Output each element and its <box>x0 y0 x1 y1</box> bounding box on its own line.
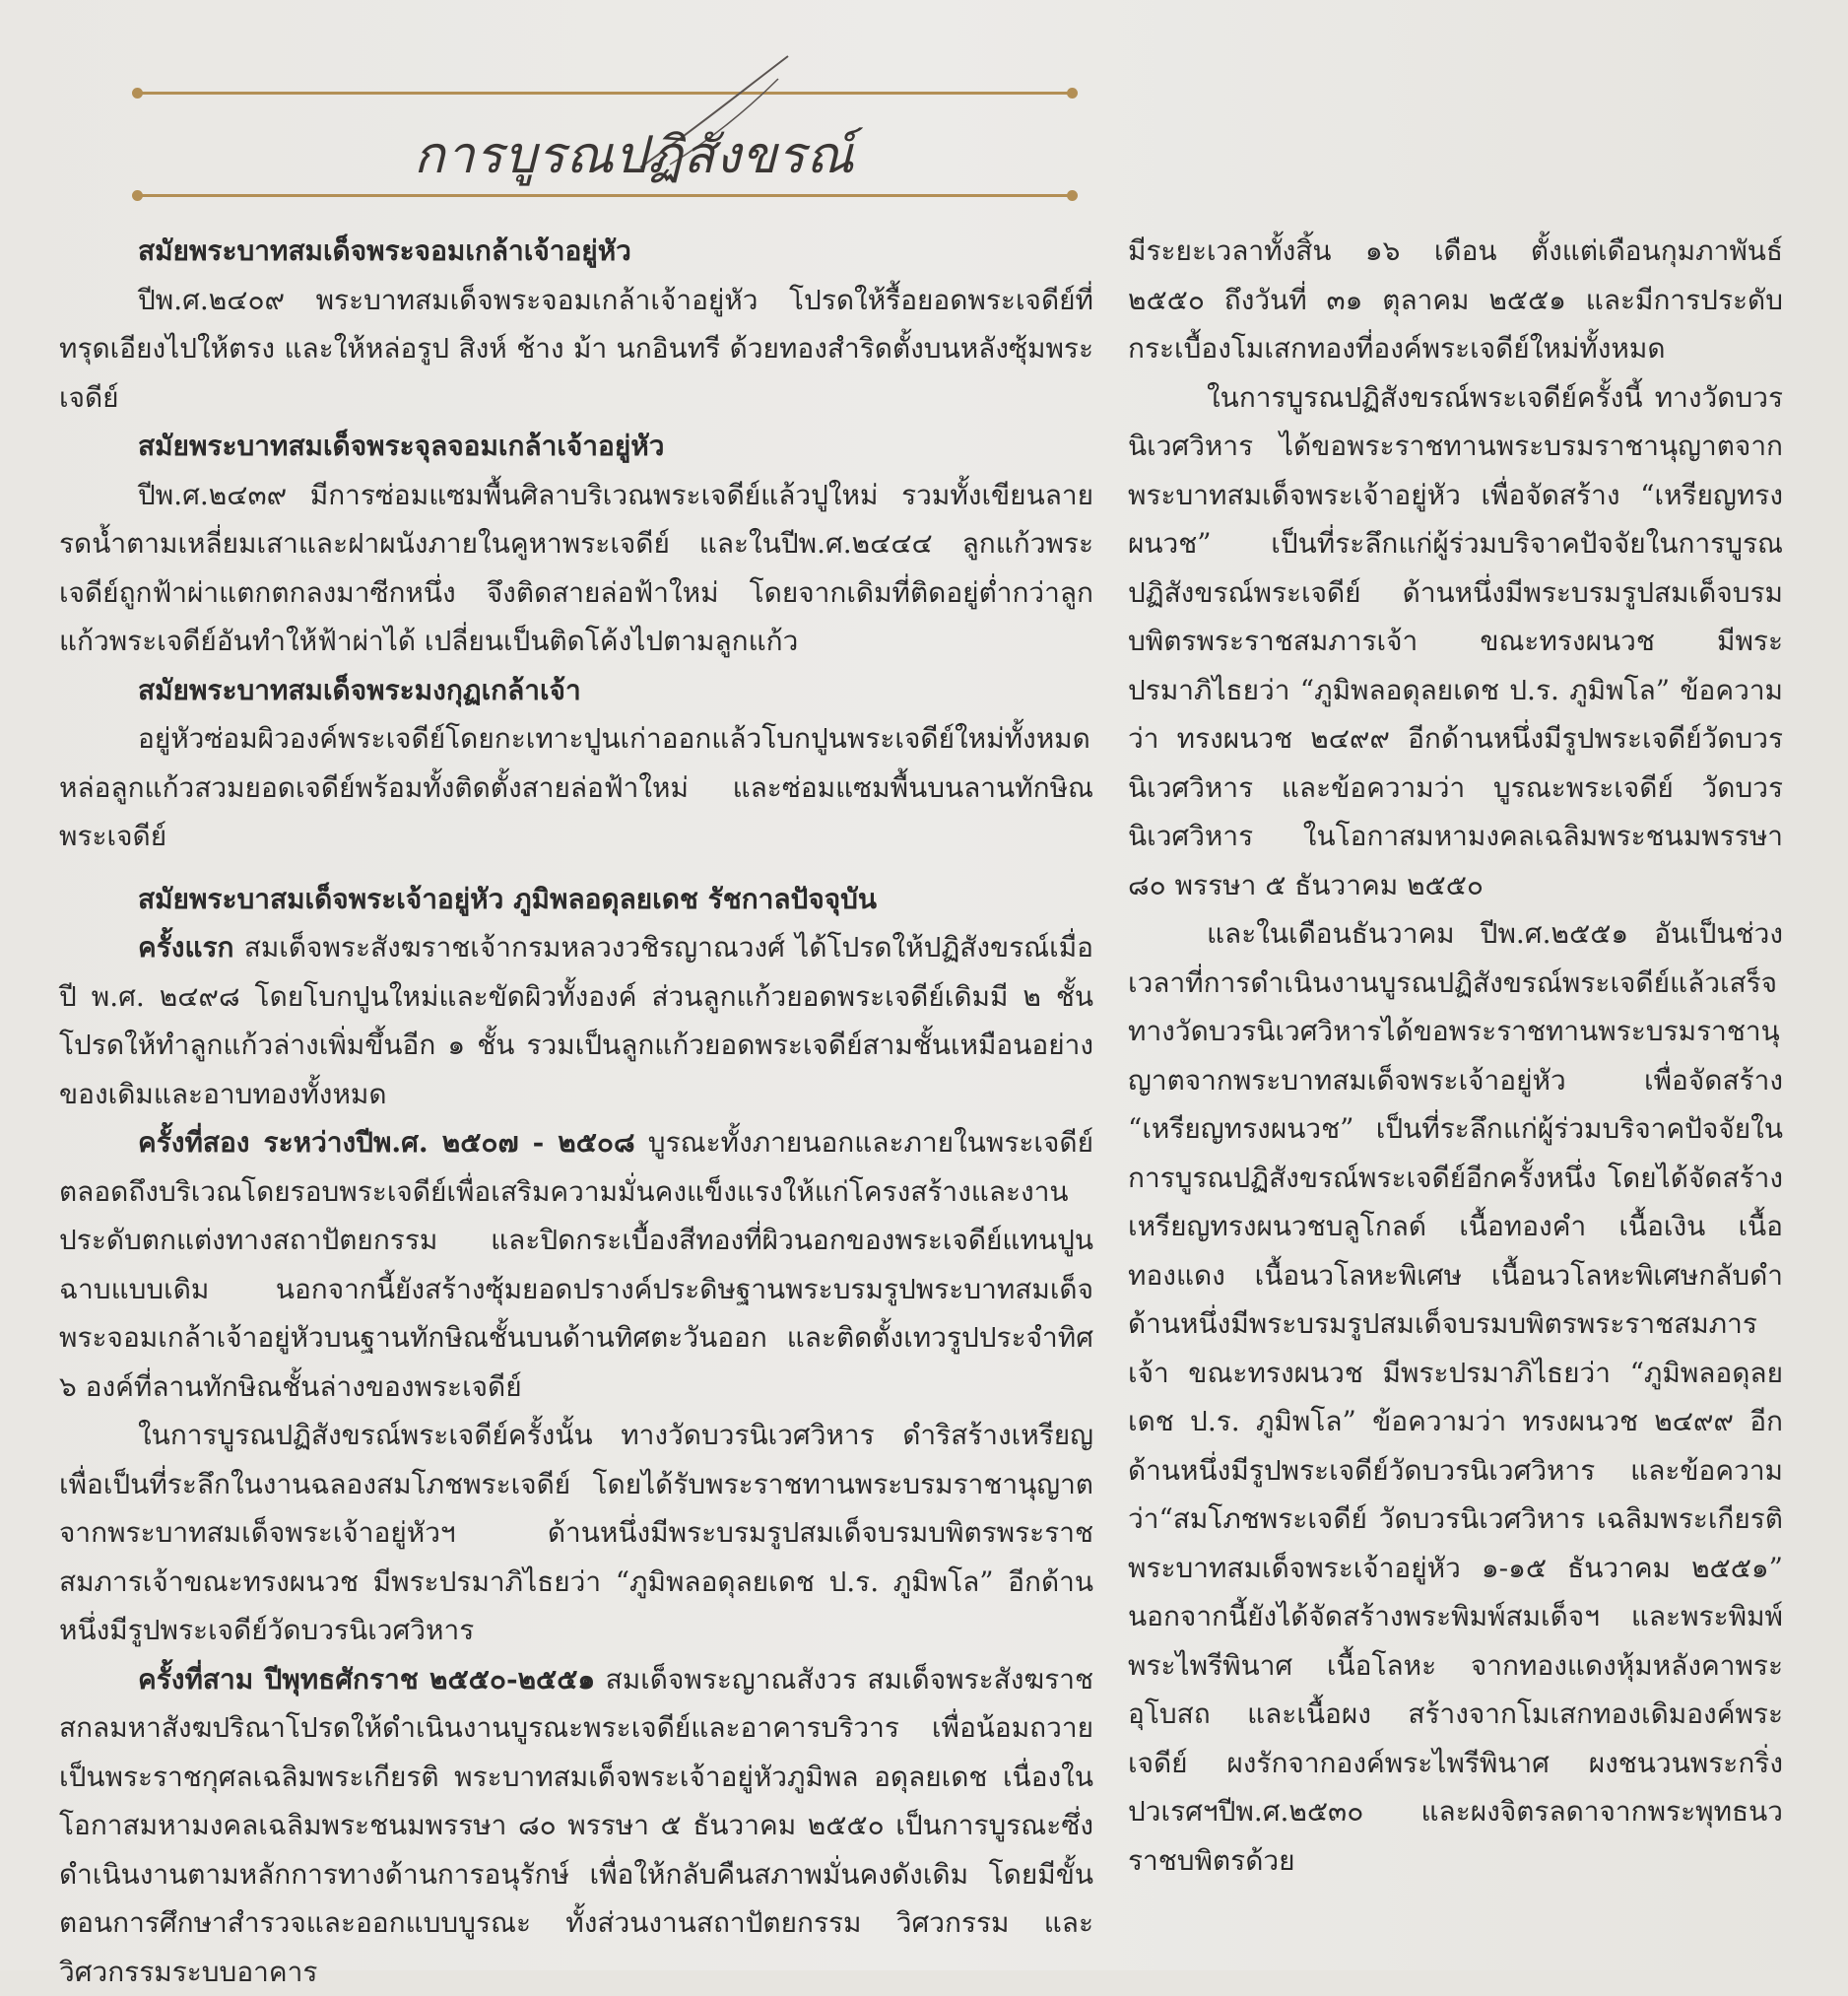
paragraph-second-restoration <box>59 1118 1093 1411</box>
paragraph-coin-2550: ในการบูรณปฏิสังขรณ์พระเจดีย์ครั้งนี้ ทางวัดบวรนิเวศวิหาร ได้ขอพระราชทานพระบรมราชานุญาตจากพระบาทสมเด็จพระเจ้าอยู่หัว เพื่อจัดสร้าง “เหรียญทรงผนวช” เป็นที่ระลึกแก่ผู้ร่วมบริจาคปัจจัยในการบูรณปฏิสังขรณ์พระเจดีย์ ด้านหนึ่งมีพระบรมรูปสมเด็จบรมบพิตรพระราชสมภารเจ้า ขณะทรงผนวช มีพระปรมาภิไธยว่า “ภูมิพลอดุลยเดช ป.ร. ภูมิพโล” ข้อความว่า ทรงผนวช ๒๔๙๙ อีกด้านหนึ่งมีรูปพระเจดีย์วัดบวรนิเวศวิหาร และข้อความว่า บูรณะพระเจดีย์ วัดบวรนิเวศวิหาร ในโอกาสมหามงคลเฉลิมพระชนมพรรษา ๘๐ พรรษา ๕ ธันวาคม ๒๕๕๐ <box>1128 373 1783 910</box>
left-column <box>59 227 1093 1996</box>
lead-third-restoration: ครั้งที่สาม ปีพุทธศักราช ๒๕๕๐-๒๕๕๑ <box>138 1663 595 1696</box>
paragraph-coin-2551: และในเดือนธันวาคม ปีพ.ศ.๒๕๕๑ อันเป็นช่วงเวลาที่การดำเนินงานบูรณปฏิสังขรณ์พระเจดีย์แล้วเสร็จ ทางวัดบวรนิเวศวิหารได้ขอพระราชทานพระบรมราชานุญาตจากพระบาทสมเด็จพระเจ้าอยู่หัว เพื่อจัดสร้าง “เหรียญทรงผนวช” เป็นที่ระลึกแก่ผู้ร่วมบริจาคปัจจัยในการบูรณปฏิสังขรณ์พระเจดีย์อีกครั้งหนึ่ง โดยได้จัดสร้างเหรียญทรงผนวชบลูโกลด์ เนื้อทองคำ เนื้อเงิน เนื้อทองแดง เนื้อนวโลหะพิเศษ เนื้อนวโลหะพิเศษกลับดำ ด้านหนึ่งมีพระบรมรูปสมเด็จบรมบพิตรพระราชสมภารเจ้า ขณะทรงผนวช มีพระปรมาภิไธยว่า “ภูมิพลอดุลยเดช ป.ร. ภูมิพโล” ข้อความว่า ทรงผนวช ๒๔๙๙ อีกด้านหนึ่งมีรูปพระเจดีย์วัดบวรนิเวศวิหาร และข้อความว่า“สมโภชพระเจดีย์ วัดบวรนิเวศวิหาร เฉลิมพระเกียรติพระบาทสมเด็จพระเจ้าอยู่หัว ๑-๑๕ ธันวาคม ๒๕๕๑” นอกจากนี้ยังได้จัดสร้างพระพิมพ์สมเด็จฯ และพระพิมพ์พระไพรีพินาศ เนื้อโลหะ จากทองแดงหุ้มหลังคาพระอุโบสถ และเนื้อผง สร้างจากโมเสกทองเดิมองค์พระเจดีย์ ผงรักจากองค์พระไพรีพินาศ ผงชนวนพระกริ่งปวเรศฯปีพ.ศ.๒๕๓๐ และผงจิตรลดาจากพระพุทธนวราชบพิตรด้วย <box>1128 909 1783 1885</box>
ornamental-rule-bottom <box>136 194 1074 197</box>
section-title-rama4: สมัยพระบาทสมเด็จพระจอมเกล้าเจ้าอยู่หัว <box>59 227 1093 276</box>
paragraph-rama6: อยู่หัวซ่อมผิวองค์พระเจดีย์โดยกะเทาะปูนเก่าออกแล้วโบกปูนพระเจดีย์ใหม่ทั้งหมด หล่อลูกแก้วสวมยอดเจดีย์พร้อมทั้งติดตั้งสายล่อฟ้าใหม่ และซ่อมแซมพื้นบนลานทักษิณพระเจดีย์ <box>59 714 1093 861</box>
paragraph-commemorative-coin: ในการบูรณปฏิสังขรณ์พระเจดีย์ครั้งนั้น ทางวัดบวรนิเวศวิหาร ดำริสร้างเหรียญเพื่อเป็นที่ระลึกในงานฉลองสมโภชพระเจดีย์ โดยได้รับพระราชทานพระบรมราชานุญาตจากพระบาทสมเด็จพระเจ้าอยู่หัวฯ ด้านหนึ่งมีพระบรมรูปสมเด็จบรมบพิตรพระราชสมภารเจ้าขณะทรงผนวช มีพระปรมาภิไธยว่า “ภูมิพลอดุลยเดช ป.ร. ภูมิพโล” อีกด้านหนึ่งมีรูปพระเจดีย์วัดบวรนิเวศวิหาร <box>59 1411 1093 1655</box>
text-second-restoration: บูรณะทั้งภายนอกและภายในพระเจดีย์ ตลอดถึงบริเวณโดยรอบพระเจดีย์เพื่อเสริมความมั่นคงแข็งแรงให้แก่โครงสร้างและงานประดับตกแต่งทางสถาปัตยกรรม และปิดกระเบื้องสีทองที่ผิวนอกของพระเจดีย์แทนปูนฉาบแบบเดิม นอกจากนี้ยังสร้างซุ้มยอดปรางค์ประดิษฐานพระบรมรูปพระบาทสมเด็จพระจอมเกล้าเจ้าอยู่หัวบนฐานทักษิณชั้นบนด้านทิศตะวันออก และติดตั้งเทวรูปประจำทิศ ๖ องค์ที่ลานทักษิณชั้นล่างของพระเจดีย์ <box>59 1126 1093 1403</box>
section-title-rama6: สมัยพระบาทสมเด็จพระมงกุฏเกล้าเจ้า <box>59 666 1093 715</box>
paragraph-rama4: ปีพ.ศ.๒๔๐๙ พระบาทสมเด็จพระจอมเกล้าเจ้าอยู่หัว โปรดให้รื้อยอดพระเจดีย์ที่ทรุดเอียงไปให้ตรง และให้หล่อรูป สิงห์ ช้าง ม้า นกอินทรี ด้วยทองสำริดตั้งบนหลังซุ้มพระเจดีย์ <box>59 276 1093 423</box>
ornamental-rule-top <box>136 92 1074 95</box>
paragraph-third-restoration <box>59 1655 1093 1996</box>
text-third-restoration: สมเด็จพระญาณสังวร สมเด็จพระสังฆราชสกลมหาสังฆปริณาโปรดให้ดำเนินงานบูรณะพระเจดีย์และอาคารบริวาร เพื่อน้อมถวายเป็นพระราชกุศลเฉลิมพระเกียรติ พระบาทสมเด็จพระเจ้าอยู่หัวภูมิพล อดุลยเดช เนื่องในโอกาสมหามงคลเฉลิมพระชนมพรรษา ๘๐ พรรษา ๕ ธันวาคม ๒๕๕๐ เป็นการบูรณะซึ่งดำเนินงานตามหลักการทางด้านการอนุรักษ์ เพื่อให้กลับคืนสภาพมั่นคงดังเดิม โดยมีขั้นตอนการศึกษาสำรวจและออกแบบบูรณะ ทั้งส่วนงานสถาปัตยกรรม วิศวกรรม และวิศวกรรมระบบอาคาร <box>59 1663 1093 1988</box>
section-title-rama9: สมัยพระบาสมเด็จพระเจ้าอยู่หัว ภูมิพลอดุลยเดช รัชกาลปัจจุบัน <box>59 875 1093 924</box>
text-first-restoration: สมเด็จพระสังฆราชเจ้ากรมหลวงวชิรญาณวงศ์ ได้โปรดให้ปฏิสังขรณ์เมื่อปี พ.ศ. ๒๔๙๘ โดยโบกปูนใหม่และขัดผิวทั้งองค์ ส่วนลูกแก้วยอดพระเจดีย์เดิมมี ๒ ชั้น โปรดให้ทำลูกแก้วล่างเพิ่มขึ้นอีก ๑ ชั้น รวมเป็นลูกแก้วยอดพระเจดีย์สามชั้นเหมือนอย่างของเดิมและอาบทองทั้งหมด <box>59 931 1093 1110</box>
lead-second-restoration: ครั้งที่สอง ระหว่างปีพ.ศ. ๒๕๐๗ - ๒๕๐๘ <box>138 1126 635 1159</box>
paragraph-rama5: ปีพ.ศ.๒๔๓๙ มีการซ่อมแซมพื้นศิลาบริเวณพระเจดีย์แล้วปูใหม่ รวมทั้งเขียนลายรดน้ำตามเหลี่ยมเสาและฝาผนังภายในคูหาพระเจดีย์ และในปีพ.ศ.๒๔๔๔ ลูกแก้วพระเจดีย์ถูกฟ้าผ่าแตกตกลงมาซีกหนึ่ง จึงติดสายล่อฟ้าใหม่ โดยจากเดิมที่ติดอยู่ต่ำกว่าลูกแก้วพระเจดีย์อันทำให้ฟ้าผ่าได้ เปลี่ยนเป็นติดโค้งไปตามลูกแก้ว <box>59 471 1093 666</box>
right-column <box>1128 227 1783 1885</box>
page-heading: การบูรณปฏิสังขรณ์ <box>414 113 827 195</box>
paragraph-duration: มีระยะเวลาทั้งสิ้น ๑๖ เดือน ตั้งแต่เดือนกุมภาพันธ์ ๒๕๕๐ ถึงวันที่ ๓๑ ตุลาคม ๒๕๕๑ และมีการประดับกระเบื้องโมเสกทองที่องค์พระเจดีย์ใหม่ทั้งหมด <box>1128 227 1783 373</box>
section-title-rama5: สมัยพระบาทสมเด็จพระจุลจอมเกล้าเจ้าอยู่หัว <box>59 422 1093 471</box>
lead-first-restoration: ครั้งแรก <box>138 931 233 964</box>
paragraph-first-restoration <box>59 923 1093 1118</box>
